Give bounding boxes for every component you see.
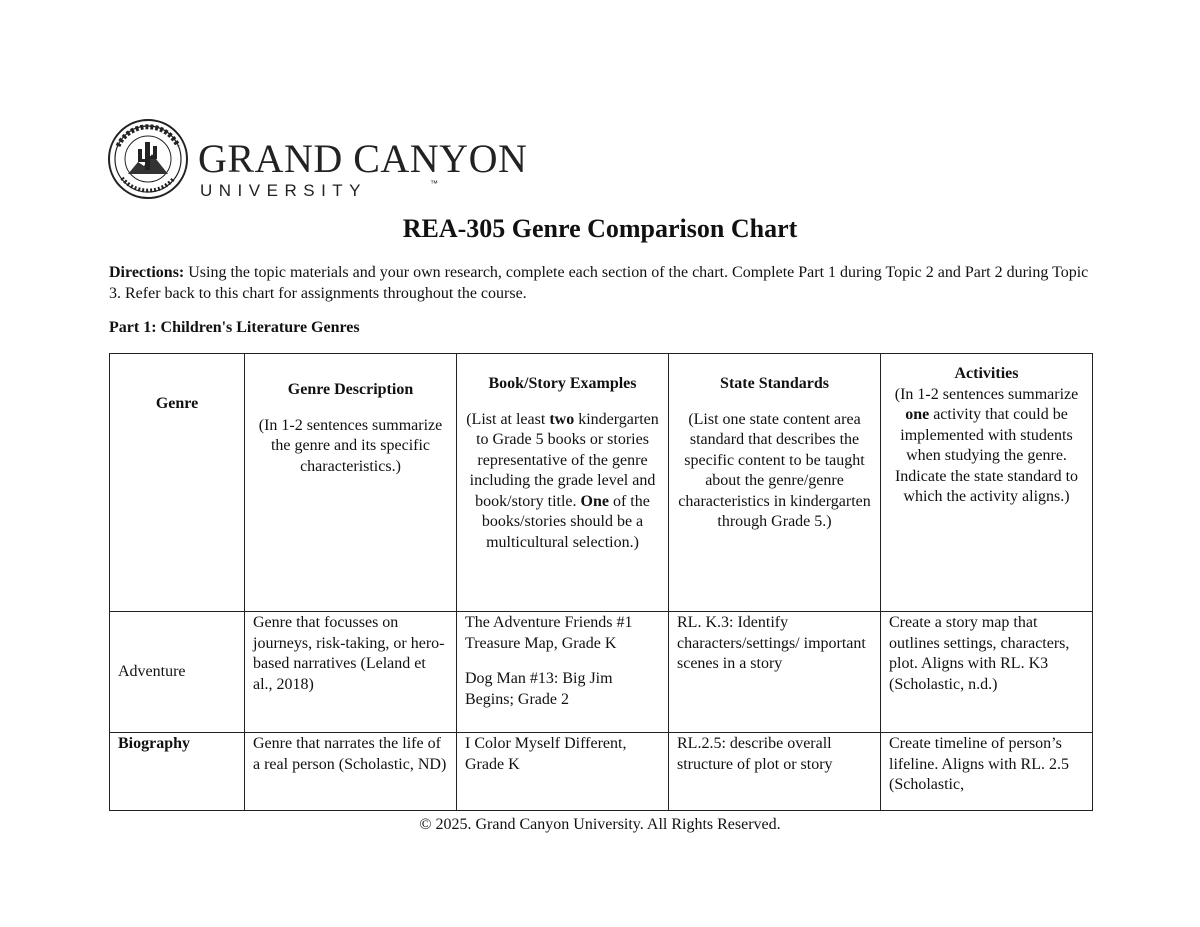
example-item: I Color Myself Different, Grade K (465, 735, 627, 773)
university-logo (108, 116, 528, 202)
description-cell: Genre that narrates the life of a real person (Scholastic, ND) (245, 733, 457, 811)
copyright-footer: © 2025. Grand Canyon University. All Rights Reserved. (419, 816, 781, 833)
example-item: Dog Man #13: Big Jim Begins; Grade 2 (465, 670, 613, 708)
example-item: The Adventure Friends #1 Treasure Map, Grade K (465, 614, 633, 652)
table-row (110, 612, 1093, 733)
activity-cell: Create a story map that outlines settings, characters, plot. Aligns with RL. K3 (Scholastic, n.d.) (881, 612, 1093, 733)
examples-cell (457, 733, 669, 811)
part1-heading: Part 1: Children's Literature Genres (109, 319, 360, 336)
logo-wordmark: GRAND CANYON (198, 136, 528, 181)
genre-cell: Biography (110, 733, 245, 811)
header-activities: Activities (In 1-2 sentences summarize one activity that could be implemented with students when studying the genre. Indicate the state standard to which the activity aligns.) (881, 354, 1093, 612)
logo-trademark: ™ (430, 179, 438, 188)
activity-cell: Create timeline of person’s lifeline. Aligns with RL. 2.5 (Scholastic, (881, 733, 1093, 811)
university-seal-icon (109, 120, 187, 198)
genre-cell: Adventure (110, 612, 245, 733)
standard-cell: RL. K.3: Identify characters/settings/ important scenes in a story (669, 612, 881, 733)
directions-text: Using the topic materials and your own research, complete each section of the chart. Complete Part 1 during Topic 2 and Part 2 during Topic 3. Refer back to this chart for assignments throughout the course. (109, 264, 1089, 302)
header-state-standards: State Standards (List one state content area standard that describes the specific content to be taught about the genre/genre characteristics in kindergarten through Grade 5.) (669, 354, 881, 612)
standard-cell: RL.2.5: describe overall structure of plot or story (669, 733, 881, 811)
genre-comparison-table (109, 353, 1093, 811)
header-genre: Genre (110, 354, 245, 612)
header-book-story-examples: Book/Story Examples (List at least two kindergarten to Grade 5 books or stories representative of the genre including the grade level and book/story title. One of the books/stories should be a multicultural selection.) (457, 354, 669, 612)
logo-subtitle: UNIVERSITY (200, 181, 368, 200)
description-cell: Genre that focusses on journeys, risk-taking, or hero-based narratives (Leland et al., 2018) (245, 612, 457, 733)
directions-label: Directions: (109, 264, 185, 281)
page-title: REA-305 Genre Comparison Chart (402, 214, 798, 243)
table-row (110, 733, 1093, 811)
directions-paragraph (109, 262, 1099, 304)
header-genre-description: Genre Description (In 1-2 sentences summarize the genre and its specific characteristics.) (245, 354, 457, 612)
examples-cell (457, 612, 669, 733)
table-header-row (110, 354, 1093, 612)
